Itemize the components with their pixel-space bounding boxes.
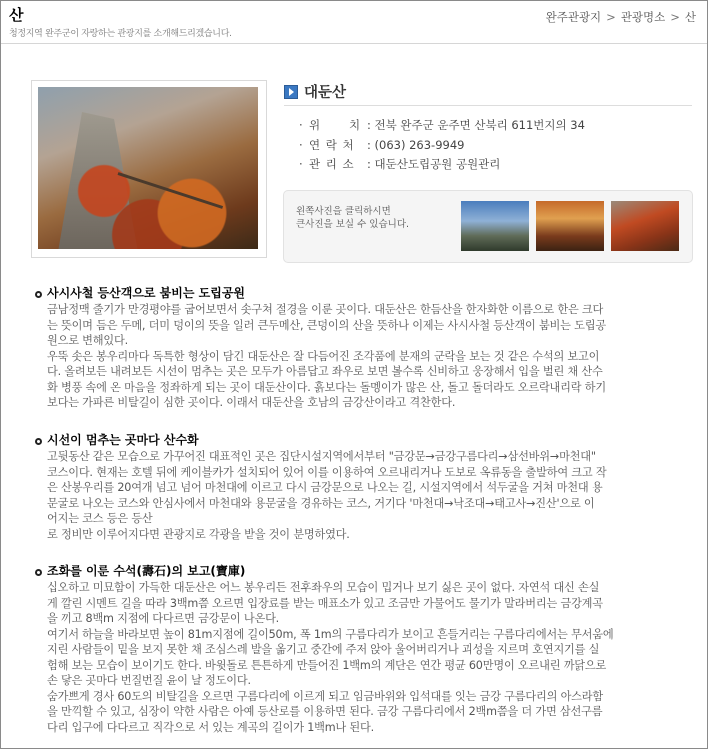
body-line: 손 닿은 곳마다 번질번질 윤이 날 정도이다.	[47, 674, 251, 687]
circle-bullet-icon	[35, 291, 42, 298]
breadcrumb-item-tourism[interactable]: 완주관광지	[545, 10, 602, 24]
place-info-list	[299, 116, 585, 175]
info-label: 위 치	[309, 118, 362, 132]
breadcrumb-item-attractions[interactable]: 관광명소	[620, 10, 666, 24]
gallery-thumbnail[interactable]	[611, 201, 679, 251]
place-name: 대둔산	[304, 85, 347, 101]
body-line: 을 만끽할 수 있고, 심장이 약한 사람은 아예 등산로를 이용하면 된다. 금강 구름다리에서 2백m쯤을 더 가면 삼선구름	[47, 705, 603, 718]
body-line: 십오하고 미묘함이 가득한 대둔산은 어느 봉우리든 전후좌우의 모습이 밉거나 보기 싫은 곳이 없다. 자연석 대신 손실	[47, 581, 600, 594]
circle-bullet-icon	[35, 569, 42, 576]
gallery-thumbnail[interactable]	[536, 201, 604, 251]
body-line: 게 깔린 시멘트 길을 따라 3백m쯤 오르면 입장료를 받는 매표소가 있고 조금만 가물어도 물기가 말라버리는 금강계곡	[47, 596, 603, 610]
section-heading-text: 시선이 멈추는 곳마다 산수화	[47, 433, 199, 447]
section-heading	[35, 284, 687, 302]
body-line: 숨가쁘게 경사 60도의 비탈길을 오르면 구름다리에 이르게 되고 임금바위와 입석대를 잇는 금강 구름다리의 아스라함	[47, 689, 604, 703]
info-bullet: ·	[299, 157, 303, 171]
section-intro	[35, 284, 687, 411]
page-title: 산	[9, 6, 24, 24]
breadcrumb-separator: >	[606, 10, 616, 24]
section-body	[35, 302, 687, 411]
body-line: 로 정비만 이루어지다면 관광지로 각광을 받을 것이 분명하였다.	[47, 527, 350, 541]
page-header	[1, 1, 707, 44]
section-heading-text: 사시사철 등산객으로 붐비는 도립공원	[47, 286, 246, 300]
info-row-location	[299, 116, 585, 136]
main-photo-frame	[31, 80, 267, 258]
gallery-thumbnail[interactable]	[461, 201, 529, 251]
info-label: 관 리 소	[309, 157, 355, 171]
info-label: 연 락 처	[309, 137, 355, 152]
photo-foliage	[38, 147, 258, 249]
body-line: 금남정맥 줄기가 만경평야를 굽어보면서 솟구쳐 절경을 이룬 곳이다. 대둔산은 한듬산을 한자화한 이름으로 한은 크다	[47, 303, 604, 316]
circle-bullet-icon	[35, 438, 42, 445]
gallery-hint	[296, 205, 409, 231]
photo-gallery	[283, 190, 693, 263]
main-photo[interactable]	[38, 87, 258, 249]
body-line: 을 끼고 8백m 지점에 다다르면 금강문이 나온다.	[47, 612, 280, 625]
info-value: (063) 263-9949	[374, 137, 465, 152]
body-line: 다리 입구에 다다르고 직각으로 서 있는 계곡의 길이가 1백m나 된다.	[47, 720, 374, 734]
breadcrumb-item-current[interactable]: 산	[684, 10, 696, 24]
section-heading-text: 조화를 이룬 수석(壽石)의 보고(寶庫)	[47, 564, 246, 578]
body-line: 코스이다. 현재는 호텔 뒤에 케이블카가 설치되어 있어 이를 이용하여 오르내리거나 도보로 옥류동을 출발하여 크고 작	[47, 465, 607, 479]
info-value: 전북 완주군 운주면 산북리 611번지의 34	[374, 118, 585, 132]
body-line: 화 병풍 속에 온 마음을 정좌하게 되는 곳이 대둔산이다. 흙보다는 돌멩이가 많은 산, 돌고 돌더라도 오르락내리락 하기	[47, 380, 606, 394]
body-line: 어지는 코스 등은 등산	[47, 512, 153, 525]
body-line: 다. 올려보든 내려보든 시선이 멈추는 곳은 모두가 아름답고 좌우로 보면 볼수록 신비하고 웅장해서 입을 벌린 채 산수	[47, 365, 603, 378]
section-body	[35, 449, 687, 542]
body-line: 원으로 변해있다.	[47, 334, 128, 347]
body-line: 문굴로 나오는 코스와 안심사에서 마천대와 용문굴을 경유하는 코스, 거기다 '마천대→낙조대→태고사→진산'으로 이	[47, 496, 595, 510]
section-stones	[35, 562, 687, 735]
gallery-hint-line: 왼쪽사진을 클릭하시면	[296, 206, 391, 217]
info-row-contact	[299, 136, 585, 156]
breadcrumb-separator: >	[670, 10, 680, 24]
info-colon: :	[367, 157, 375, 171]
body-line: 여기서 하늘을 바라보면 높이 81m지점에 길이50m, 폭 1m의 구름다리가 보이고 흔들거리는 구름다리에서는 무서움에	[47, 627, 614, 641]
section-heading	[35, 562, 687, 580]
section-scenery	[35, 431, 687, 542]
page-subtitle: 청정지역 완주군이 자랑하는 관광지를 소개해드리겠습니다.	[9, 29, 232, 39]
body-line: 고뒷동산 같은 모습으로 가꾸어진 대표적인 곳은 집단시설지역에서부터 "금강문→금강구름다리→삼선바위→마천대"	[47, 450, 596, 463]
body-line: 는 뜻이며 듬은 두메, 더미 덩이의 뜻을 일러 큰두메산, 큰덩이의 산을 뜻하나 이제는 사시사철 등산객이 붐비는 도립공	[47, 318, 606, 332]
info-row-office	[299, 155, 585, 175]
body-line: 보다는 가파른 비탈길이 심한 곳이다. 이래서 대둔산을 호남의 금강산이라고 격찬한다.	[47, 396, 456, 409]
body-line: 험해 보는 모습이 보이기도 한다. 바윗돌로 튼튼하게 만들어진 1백m의 계단은 연간 평균 60만명이 오르내린 까닭으로	[47, 658, 607, 672]
info-colon: :	[367, 118, 375, 132]
body-line: 지린 사람들이 밑을 보지 못한 채 조심스레 발을 옮기고 중간에 주저 앉아 울어버리거나 괴성을 지르며 호연지기를 실	[47, 643, 600, 656]
info-bullet: ·	[299, 137, 303, 152]
breadcrumb	[545, 9, 697, 25]
section-body	[35, 580, 687, 735]
section-heading	[35, 431, 687, 449]
play-arrow-icon	[284, 85, 298, 99]
info-colon: :	[367, 137, 375, 152]
info-bullet: ·	[299, 118, 303, 132]
gallery-hint-line: 큰사진을 보실 수 있습니다.	[296, 219, 410, 230]
info-value: 대둔산도립공원 공원관리	[374, 157, 501, 171]
place-name-bar	[284, 81, 692, 106]
body-line: 우뚝 솟은 봉우리마다 독특한 형상이 담긴 대둔산은 잘 다듬어진 조각품에 분재의 군락을 보는 것 같은 수석의 보고이	[47, 349, 600, 363]
body-line: 은 산봉우리를 20여개 넘고 넘어 마천대에 이르고 다시 금강문으로 나오는 길, 시설지역에서 석두굴을 거쳐 마천대 용	[47, 481, 603, 494]
